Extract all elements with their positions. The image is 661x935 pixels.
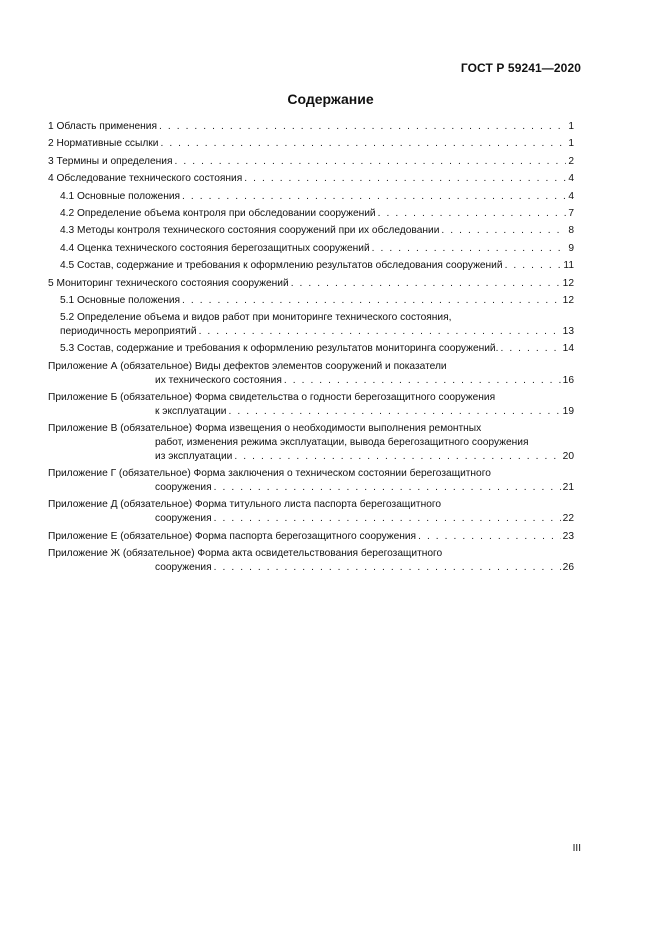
toc-entry[interactable] [48,190,574,204]
toc-entry-text: Приложение В (обязательное) Форма извещения о необходимости выполнения ремонтных [48,423,482,435]
table-of-contents [48,120,574,578]
toc-entry[interactable] [48,224,574,238]
toc-entry[interactable] [48,498,574,526]
toc-entry[interactable] [48,547,574,575]
toc-page-number: 1 [568,121,574,132]
toc-entry[interactable] [48,242,574,256]
toc-entry[interactable] [48,120,574,134]
toc-entry-text: 4.2 Определение объема контроля при обследовании сооружений [60,207,376,219]
dot-leader [182,190,566,204]
dot-leader [234,450,560,464]
toc-entry-text: 4.5 Состав, содержание и требования к оформлению результатов обследования сооружений [60,260,503,272]
toc-entry[interactable] [48,155,574,169]
toc-entry-text: Приложение Д (обязательное) Форма титульного листа паспорта берегозащитного [48,499,442,511]
dot-leader [182,294,561,308]
toc-entry-text: 2 Нормативные ссылки [48,138,159,150]
dot-leader [199,325,561,339]
toc-entry-text: периодичность мероприятий [60,326,197,338]
toc-page-number: 20 [562,450,574,462]
dot-leader [291,277,561,291]
toc-entry-text: 1 Область применения [48,121,157,132]
toc-page-number: 11 [563,260,574,272]
toc-entry-text: работ, изменения режима эксплуатации, вывода берегозащитного сооружения [155,437,529,449]
dot-leader [244,172,566,186]
toc-entry-text: 4.3 Методы контроля технического состояния сооружений при их обследовании [60,225,440,237]
toc-entry[interactable] [48,311,574,339]
dot-leader [505,259,562,273]
toc-page-number: 12 [562,294,574,306]
toc-entry-text: Приложение А (обязательное) Виды дефектов элементов сооружений и показатели [48,360,447,372]
dot-leader [214,481,561,495]
dot-leader [372,242,567,256]
dot-leader [228,405,560,419]
toc-page-number: 4 [568,173,574,185]
toc-entry-text: 5 Мониторинг технического состояния сооружений [48,277,289,289]
toc-entry[interactable] [48,294,574,308]
toc-entry-text: Приложение Г (обязательное) Форма заключения о техническом состоянии берегозащитного [48,468,491,480]
toc-entry[interactable] [48,360,574,388]
toc-entry[interactable] [48,391,574,419]
toc-entry[interactable] [48,342,574,356]
dot-leader [174,155,566,169]
toc-page-number: 14 [562,343,574,355]
toc-entry-text: их технического состояния [155,374,282,386]
toc-entry-text: 5.2 Определение объема и видов работ при мониторинге технического состояния, [60,312,452,324]
toc-entry[interactable] [48,277,574,291]
toc-entry[interactable] [48,172,574,186]
toc-title: Содержание [287,91,374,107]
toc-entry-text: из эксплуатации [155,450,233,462]
toc-page-number: 2 [568,155,574,167]
toc-entry-text: 4.4 Оценка технического состояния берегозащитных сооружений [60,242,370,254]
toc-entry[interactable] [48,137,574,151]
toc-entry[interactable] [48,207,574,221]
dot-leader [214,512,561,526]
toc-page-number: 9 [568,242,574,254]
toc-entry-text: Приложение Б (обязательное) Форма свидетельства о годности берегозащитного сооружения [48,392,496,404]
toc-entry-text: сооружения [155,482,212,494]
toc-page-number: 1 [568,138,574,150]
toc-entry-text: к эксплуатации [155,405,227,417]
toc-page-number: 13 [562,326,574,338]
dot-leader [160,137,566,151]
toc-entry-text: 4 Обследование технического состояния [48,173,243,185]
toc-entry[interactable] [48,467,574,495]
toc-page-number: 19 [562,405,574,417]
toc-page-number: 8 [568,225,574,237]
dot-leader [159,120,566,134]
toc-entry-text: Приложение Ж (обязательное) Форма акта освидетельствования берегозащитного [48,548,443,559]
dot-leader [284,374,561,388]
toc-entry-text: 5.3 Состав, содержание и требования к оформлению результатов мониторинга сооружений. [60,343,499,355]
toc-entry[interactable] [48,422,574,463]
toc-entry-text: 5.1 Основные положения [60,294,181,306]
toc-page-number: 4 [568,190,574,202]
toc-page-number: 12 [562,277,574,289]
toc-entry-text: сооружения [155,561,212,573]
document-code: ГОСТ Р 59241—2020 [460,61,581,75]
toc-page-number: 16 [562,374,574,386]
page-number: III [572,843,581,854]
toc-entry-text: 4.1 Основные положения [60,190,181,202]
toc-page-number: 7 [568,207,574,219]
toc-entry-text: Приложение Е (обязательное) Форма паспорта берегозащитного сооружения [48,530,417,542]
toc-entry[interactable] [48,259,574,273]
dot-leader [441,224,566,238]
toc-entry-text: 3 Термины и определения [48,155,173,167]
toc-page-number: 23 [562,530,574,542]
dot-leader [500,342,560,356]
toc-page-number: 26 [562,561,574,573]
dot-leader [214,561,561,575]
dot-leader [418,530,561,544]
toc-page-number: 22 [562,513,574,525]
toc-page-number: 21 [562,482,574,494]
dot-leader [378,207,567,221]
toc-entry[interactable] [48,530,574,544]
toc-entry-text: сооружения [155,513,212,525]
